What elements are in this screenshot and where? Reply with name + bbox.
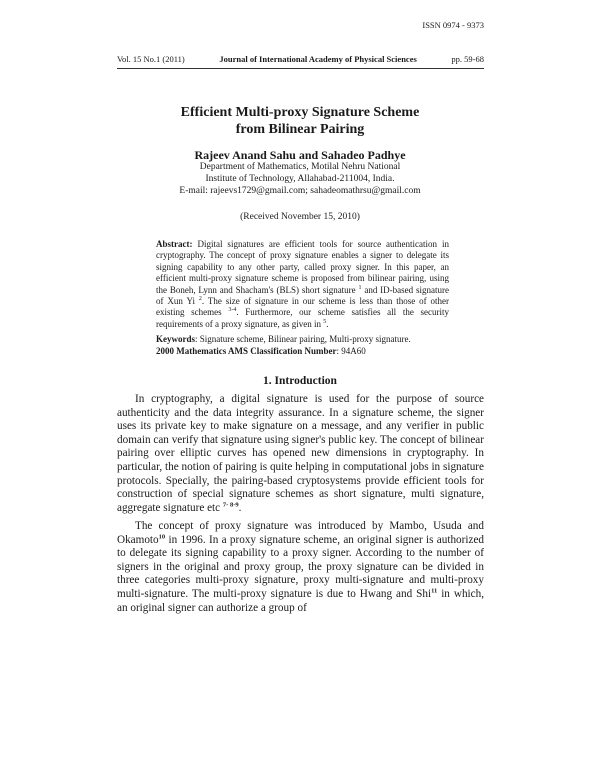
authors: Rajeev Anand Sahu and Sahadeo Padhye bbox=[194, 148, 406, 162]
para2-citation-2: 11 bbox=[431, 587, 438, 595]
keywords-label: Keywords bbox=[156, 334, 195, 344]
abstract-text-4: . Furthermore, our scheme satisfies all the security requirements of a proxy signature, as given in bbox=[156, 307, 449, 329]
header-rule bbox=[117, 68, 484, 69]
citation-5: 5 bbox=[323, 318, 327, 325]
journal-name: Journal of International Academy of Physical Sciences bbox=[219, 54, 417, 64]
title-line-2: from Bilinear Pairing bbox=[235, 122, 365, 137]
para2-text-3: in which, an original signer can authorize a group of bbox=[117, 587, 484, 614]
keywords-value: : Signature scheme, Bilinear pairing, Multi-proxy signature. bbox=[195, 334, 411, 344]
section-heading: 1. Introduction bbox=[263, 375, 337, 387]
abstract-text-5: . bbox=[326, 318, 329, 329]
para2-text-2: in 1996. In a proxy signature scheme, an original signer is authorized to delegate its signing capability to a proxy signer. According to the number of signers in the original and proxy group, the proxy signature can be divided in three categories multi-proxy signature, proxy multi-signature and multi-proxy multi-signature. The multi-proxy signature is due to Hwang and Shi bbox=[117, 533, 484, 600]
issn-label: ISSN 0974 - 9373 bbox=[422, 20, 484, 30]
page-range: pp. 59-68 bbox=[451, 54, 484, 64]
citation-1: 1 bbox=[358, 284, 362, 291]
intro-paragraph-1 bbox=[117, 393, 484, 515]
keywords bbox=[156, 334, 456, 345]
running-header bbox=[117, 54, 484, 64]
para1-text-2: . bbox=[238, 501, 242, 514]
email-line: E-mail: rajeevs1729@gmail.com; sahadeomathrsu@gmail.com bbox=[179, 186, 421, 196]
msc-value: : 94A60 bbox=[336, 346, 366, 356]
citation-2: 2 bbox=[198, 296, 202, 303]
abstract-text-3: . The size of signature in our scheme is less than those of other existing schemes bbox=[156, 296, 450, 318]
para2-text-1: The concept of proxy signature was introduced by Mambo, Usuda and Okamoto bbox=[117, 520, 484, 546]
para2-citation-1: 10 bbox=[158, 532, 166, 540]
para1-text-1: In cryptography, a digital signature is used for the purpose of source authenticity and the data integrity assurance. In a signature scheme, the signer uses its private key to make signature on a message, and any verifier in public domain can verify that signature using signer's public key. The concept of bilinear pairing over elliptic curves has opened new dimensions in cryptography. In particular, the notion of pairing is quite helping in computational jobs in signature protocols. Specially, the pairing-based cryptosystems provide efficient tools for construction of special signature schemes as short signature, multi signature, aggregate signature etc bbox=[117, 393, 484, 514]
msc-classification bbox=[156, 346, 456, 356]
intro-paragraph-2 bbox=[117, 520, 484, 615]
abstract-text-2: and ID-based signature of Xun Yi bbox=[156, 284, 449, 307]
citation-3-4: 3-4 bbox=[228, 307, 237, 314]
abstract bbox=[156, 239, 449, 330]
affiliation-line-1: Department of Mathematics, Motilal Nehru National bbox=[199, 162, 401, 172]
title-line-1: Efficient Multi-proxy Signature Scheme bbox=[180, 105, 420, 120]
volume-info: Vol. 15 No.1 (2011) bbox=[117, 54, 185, 64]
abstract-text-1: Digital signatures are efficient tools for source authentication in cryptography. The concept of proxy signature enables a signer to delegate its signing capability to any other party, called proxy signer. In this paper, an efficient multi-proxy signature scheme is proposed from bilinear pairing, using the Boneh, Lynn and Shacham's (BLS) short signature bbox=[156, 239, 449, 295]
received-date: (Received November 15, 2010) bbox=[240, 212, 360, 222]
abstract-label: Abstract: bbox=[156, 239, 193, 249]
msc-label: 2000 Mathematics AMS Classification Number bbox=[156, 346, 337, 356]
paper-title bbox=[0, 104, 600, 138]
affiliation-line-2: Institute of Technology, Allahabad-211004, India. bbox=[205, 174, 395, 184]
affiliation bbox=[0, 161, 600, 197]
para1-citation: 7- 8-9 bbox=[222, 501, 239, 509]
